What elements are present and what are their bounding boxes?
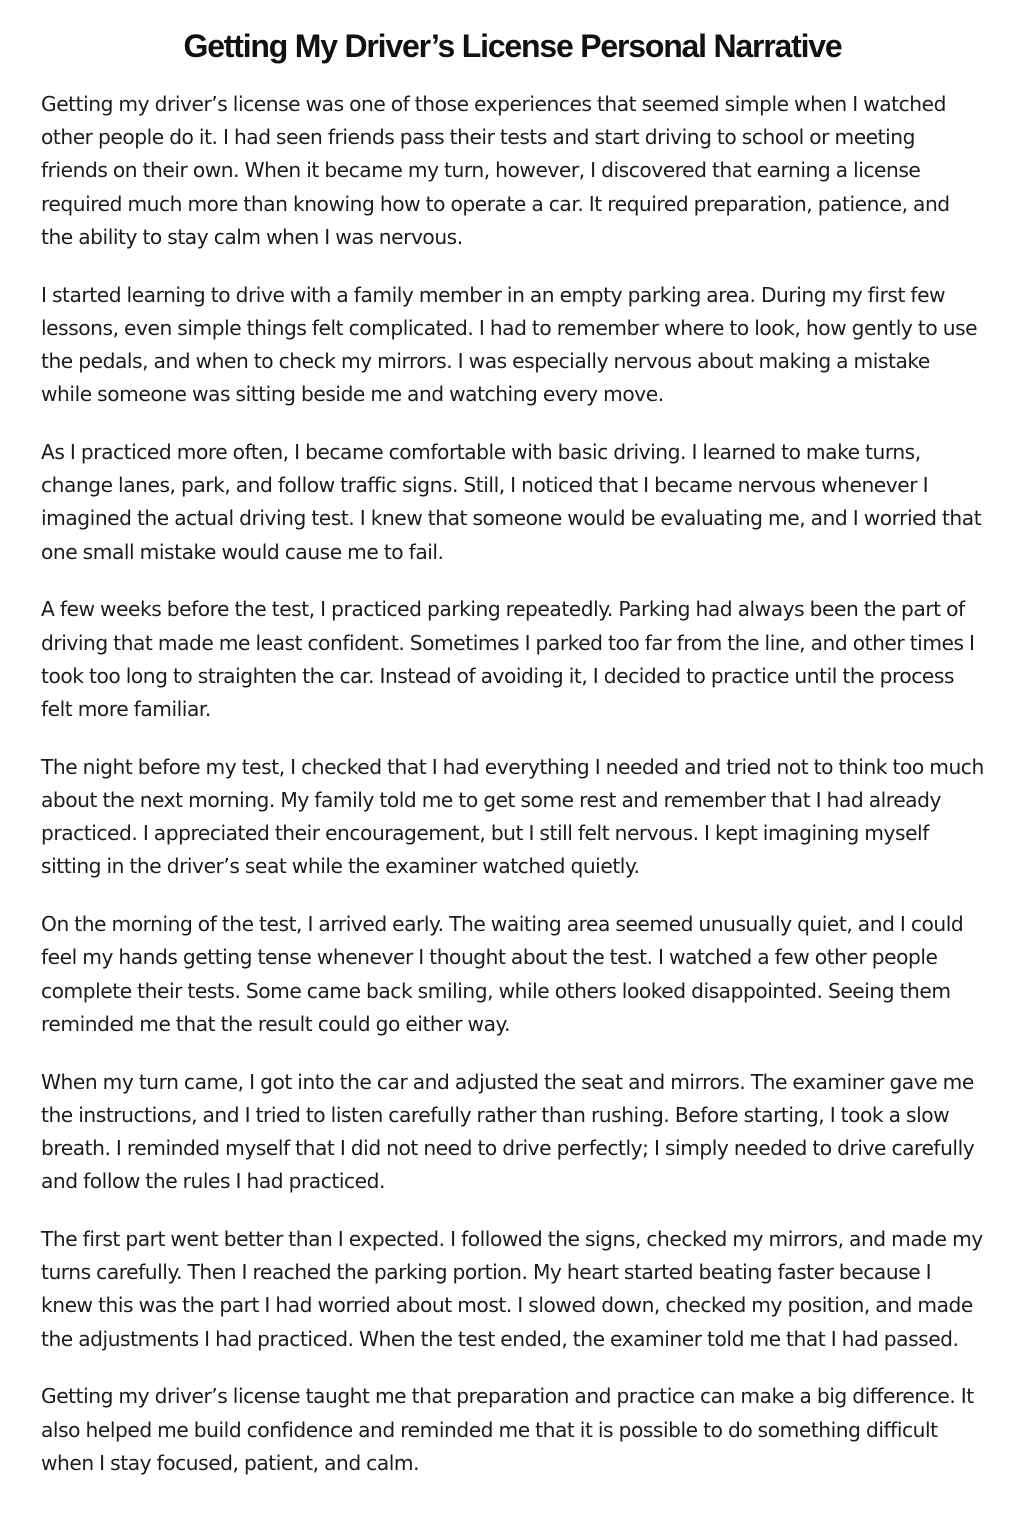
- paragraph: On the morning of the test, I arrived early. The waiting area seemed unusually quiet, and I could feel my hands getting tense whenever I thought about the test. I watched a few other people complete their tests. Some came back smiling, while others looked disappointed. Seeing them reminded me that the result could go either way.: [41, 912, 964, 1036]
- paragraph: A few weeks before the test, I practiced parking repeatedly. Parking had always been the part of driving that made me least confident. Sometimes I parked too far from the line, and other times I took too long to straighten the car. Instead of avoiding it, I decided to practice until the process felt more familiar.: [41, 597, 975, 722]
- paragraph: The first part went better than I expected. I followed the signs, checked my mirrors, and made my turns carefully. Then I reached the parking portion. My heart started beating faster because I knew this was the part I had worried about most. I slowed down, checked my position, and made the adjustments I had practiced. When the test ended, the examiner told me that I had passed.: [41, 1227, 983, 1351]
- paragraph: As I practiced more often, I became comfortable with basic driving. I learned to make turns, change lanes, park, and follow traffic signs. Still, I noticed that I became nervous whenever I imagined the actual driving test. I knew that someone would be evaluating me, and I worried that one small mistake would cause me to fail.: [41, 440, 982, 564]
- document-body: [41, 88, 984, 1480]
- paragraph: The night before my test, I checked that I had everything I needed and tried not to think too much about the next morning. My family told me to get some rest and remember that I had already practiced. I appreciated their encouragement, but I still felt nervous. I kept imagining myself sitting in the driver’s seat while the examiner watched quietly.: [41, 754, 984, 879]
- document-title: Getting My Driver’s License Personal Narrative: [183, 28, 842, 64]
- paragraph: When my turn came, I got into the car and adjusted the seat and mirrors. The examiner gave me the instructions, and I tried to listen carefully rather than rushing. Before starting, I took a slow breath. I reminded myself that I did not need to drive perfectly; I simply needed to drive carefully and follow the rules I had practiced.: [41, 1069, 975, 1194]
- paragraph: Getting my driver’s license was one of those experiences that seemed simple when I watched other people do it. I had seen friends pass their tests and start driving to school or meeting friends on their own. When it became my turn, however, I discovered that earning a license required much more than knowing how to operate a car. It required preparation, patience, and the ability to stay calm when I was nervous.: [41, 92, 950, 249]
- paragraph: I started learning to drive with a family member in an empty parking area. During my first few lessons, even simple things felt complicated. I had to remember where to look, how gently to use the pedals, and when to check my mirrors. I was especially nervous about making a mistake while someone was sitting beside me and watching every move.: [41, 282, 978, 407]
- paragraph: Getting my driver’s license taught me that preparation and practice can make a big difference. It also helped me build confidence and reminded me that it is possible to do something difficult when I stay focused, patient, and calm.: [41, 1384, 974, 1475]
